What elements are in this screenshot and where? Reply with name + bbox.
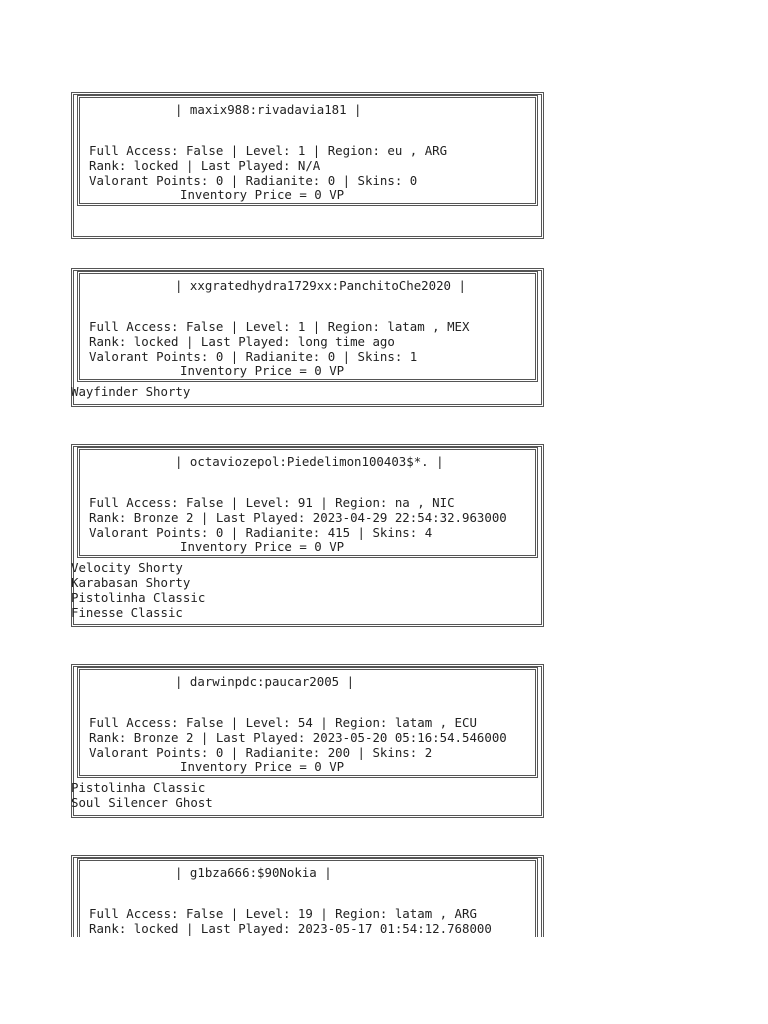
access-level-region-line: Full Access: False | Level: 91 | Region: na , NIC — [89, 495, 455, 510]
account-card — [71, 855, 544, 937]
rank-last-played-line: Rank: locked | Last Played: long time ago — [89, 333, 395, 349]
account-frame — [71, 664, 544, 778]
account-frame — [71, 268, 544, 382]
skin-item: Karabasan Shorty — [71, 574, 191, 590]
skin-item: Finesse Classic — [71, 604, 183, 620]
account-card — [71, 664, 544, 818]
inventory-price-line: Inventory Price = 0 VP — [180, 539, 345, 555]
points-radianite-skins-line: Valorant Points: 0 | Radianite: 200 | Skins: 2 — [89, 744, 433, 760]
account-credentials: | g1bza666:$90Nokia | — [175, 865, 332, 880]
skins-list — [71, 561, 544, 620]
account-credentials: | xxgratedhydra1729xx:PanchitoChe2020 | — [175, 278, 466, 293]
skins-list — [71, 209, 544, 232]
access-level-region-line: Full Access: False | Level: 54 | Region: latam , ECU — [89, 715, 477, 730]
frame-bottom — [71, 400, 544, 407]
account-frame — [71, 855, 544, 937]
account-info-box — [77, 667, 538, 778]
skin-item: Wayfinder Shorty — [71, 384, 191, 400]
account-stats — [80, 472, 535, 555]
rank-last-played-line: Rank: Bronze 2 | Last Played: 2023-04-29 22:54:32.963000 — [89, 509, 507, 525]
account-credentials: | octaviozepol:Piedelimon100403$*. | — [175, 454, 444, 469]
skin-item: Soul Silencer Ghost — [71, 794, 213, 810]
account-info-box — [77, 858, 538, 937]
skin-item: Velocity Shorty — [71, 560, 183, 576]
account-stats — [80, 296, 535, 379]
account-card — [71, 92, 544, 239]
account-credentials: | darwinpdc:paucar2005 | — [175, 674, 355, 689]
frame-bottom — [71, 811, 544, 818]
inventory-price-line: Inventory Price = 0 VP — [180, 363, 345, 379]
inventory-price-line: Inventory Price = 0 VP — [180, 187, 345, 203]
account-credentials: | maxix988:rivadavia181 | — [175, 102, 362, 117]
skins-list — [71, 385, 544, 400]
account-info-box — [77, 447, 538, 558]
skin-item: Pistolinha Classic — [71, 589, 206, 605]
points-radianite-skins-line: Valorant Points: 0 | Radianite: 0 | Skins: 0 — [89, 172, 418, 188]
account-card — [71, 268, 544, 407]
account-frame — [71, 444, 544, 558]
access-level-region-line: Full Access: False | Level: 19 | Region: latam , ARG — [89, 906, 477, 921]
rank-last-played-line: Rank: locked | Last Played: N/A — [89, 157, 321, 173]
skins-list — [71, 781, 544, 811]
frame-bottom — [71, 232, 544, 239]
rank-last-played-line: Rank: locked | Last Played: 2023-05-17 01:54:12.768000 — [89, 920, 492, 936]
account-info-box — [77, 95, 538, 206]
rank-last-played-line: Rank: Bronze 2 | Last Played: 2023-05-20 05:16:54.546000 — [89, 729, 507, 745]
points-radianite-skins-line: Valorant Points: 0 | Radianite: 0 | Skins: 1 — [89, 348, 418, 364]
account-stats — [80, 692, 535, 775]
access-level-region-line: Full Access: False | Level: 1 | Region: eu , ARG — [89, 143, 448, 158]
account-stats — [80, 120, 535, 203]
account-frame — [71, 92, 544, 206]
points-radianite-skins-line: Valorant Points: 0 | Radianite: 415 | Skins: 4 — [89, 524, 433, 540]
account-stats — [80, 883, 535, 937]
access-level-region-line: Full Access: False | Level: 1 | Region: latam , MEX — [89, 319, 470, 334]
account-card — [71, 444, 544, 627]
frame-bottom — [71, 620, 544, 627]
inventory-price-line: Inventory Price = 0 VP — [180, 759, 345, 775]
skin-item: Pistolinha Classic — [71, 780, 206, 796]
account-info-box — [77, 271, 538, 382]
